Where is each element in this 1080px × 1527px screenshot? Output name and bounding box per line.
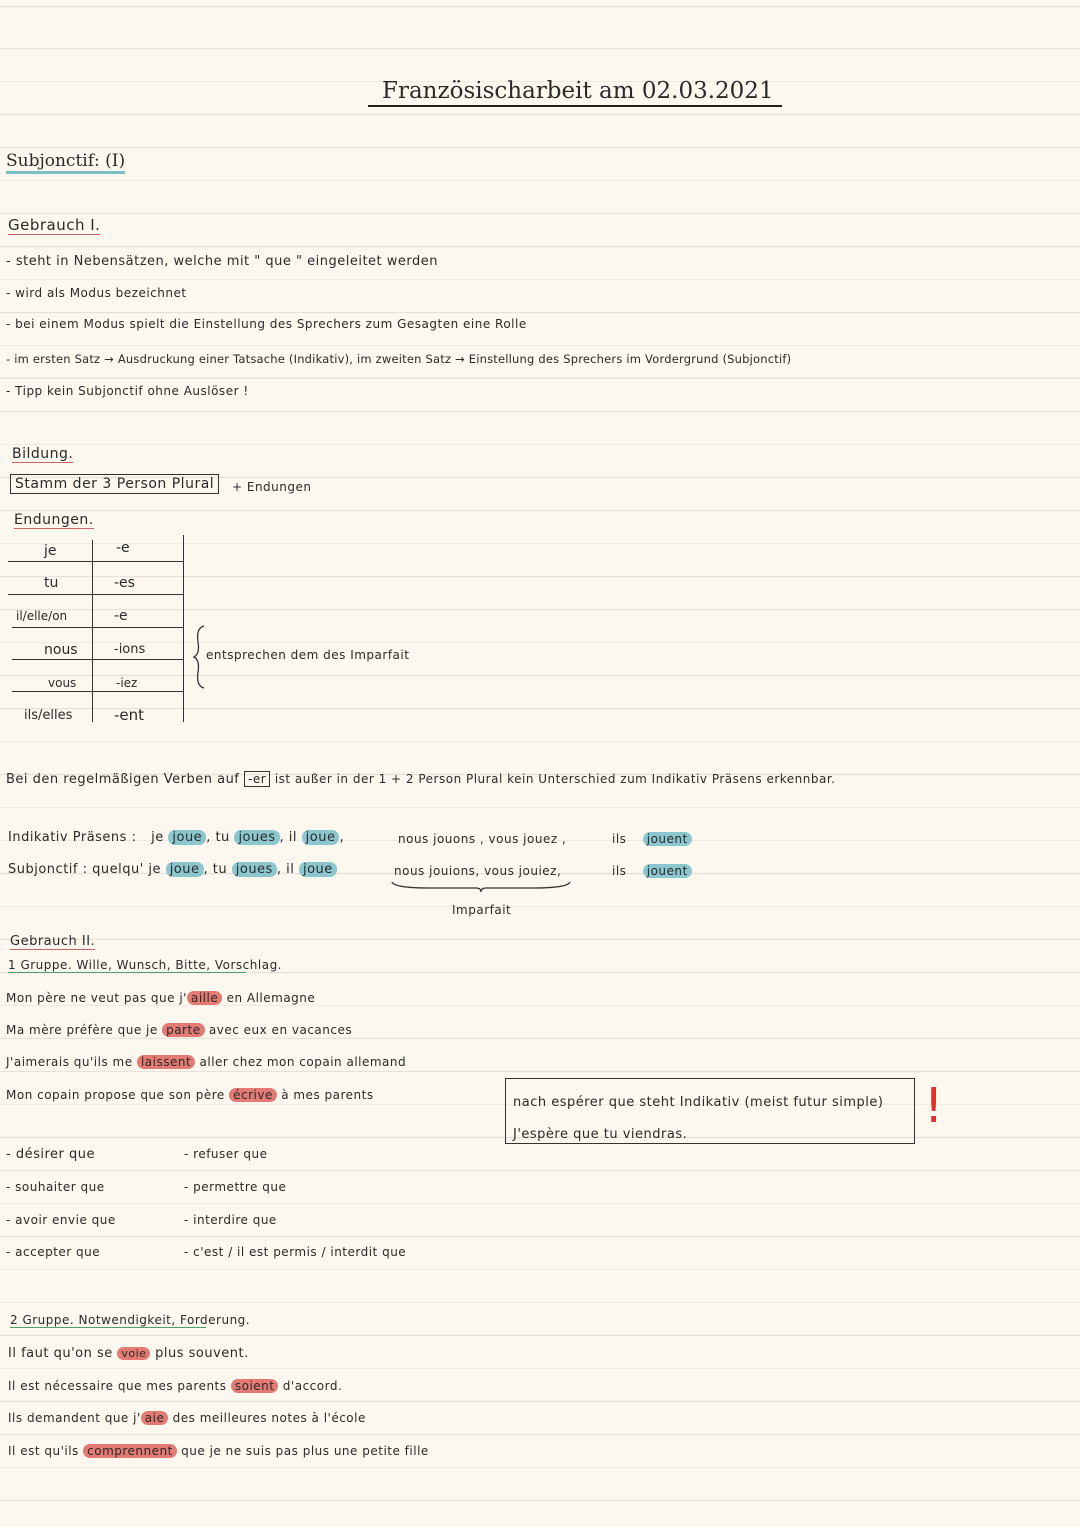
table-pronoun: vous bbox=[48, 676, 77, 690]
note-box bbox=[505, 1078, 915, 1144]
gebrauch1-line: - Tipp kein Subjonctif ohne Auslöser ! bbox=[6, 384, 249, 398]
highlight-verb: aie bbox=[141, 1411, 169, 1425]
gebrauch2-heading: Gebrauch II. bbox=[10, 934, 96, 949]
indikativ-row: Indikativ Präsens : je joue , tu joues , il joue , bbox=[8, 830, 345, 845]
verb-item: - interdire que bbox=[184, 1213, 277, 1227]
highlight-verb: laissent bbox=[137, 1055, 195, 1069]
highlight-verb: joue bbox=[168, 830, 206, 845]
gebrauch1-line: - steht in Nebensätzen, welche mit " que " eingeleitet werden bbox=[6, 254, 439, 269]
highlight-verb: jouent bbox=[643, 832, 692, 846]
verb-item: - permettre que bbox=[184, 1180, 287, 1194]
example-line: Mon copain propose que son père écrive à mes parents bbox=[6, 1088, 374, 1102]
highlight-verb: joue bbox=[302, 830, 340, 845]
endungen-plus: + Endungen bbox=[232, 480, 312, 494]
highlight-verb: joues bbox=[232, 862, 277, 877]
highlight-verb: joues bbox=[234, 830, 279, 845]
table-pronoun: tu bbox=[44, 575, 59, 591]
subjonctif-row: Subjonctif : quelqu' je joue , tu joues , il joue bbox=[8, 862, 337, 877]
verb-item: - avoir envie que bbox=[6, 1213, 116, 1227]
highlight-verb: voie bbox=[117, 1347, 150, 1360]
example-line: Il est nécessaire que mes parents soient d'accord. bbox=[8, 1379, 343, 1393]
verb-item: - refuser que bbox=[184, 1147, 268, 1161]
highlight-verb: écrive bbox=[229, 1088, 277, 1102]
table-ending: -e bbox=[114, 608, 128, 624]
bildung-heading: Bildung. bbox=[12, 446, 74, 462]
highlight-verb: joue bbox=[166, 862, 204, 877]
note-example: J'espère que tu viendras. bbox=[513, 1127, 688, 1142]
subjonctif-nous: nous jouions, vous jouiez, bbox=[394, 864, 562, 878]
gebrauch1-heading: Gebrauch I. bbox=[8, 216, 101, 234]
example-line: Il est qu'ils comprennent que je ne suis pas plus une petite fille bbox=[8, 1444, 429, 1458]
brace-note: entsprechen dem des Imparfait bbox=[206, 648, 410, 662]
highlight-verb: parte bbox=[162, 1023, 205, 1037]
er-box: -er bbox=[244, 771, 270, 787]
table-ending: -ions bbox=[114, 642, 146, 657]
table-pronoun: nous bbox=[44, 642, 78, 658]
highlight-verb: comprennent bbox=[83, 1444, 177, 1458]
gebrauch1-line: - im ersten Satz → Ausdruckung einer Tatsache (Indikativ), im zweiten Satz → Einstellung des Sprechers im Vordergrund (Subjonctif) bbox=[6, 352, 792, 366]
table-ending: -ent bbox=[114, 706, 145, 724]
verb-item: - désirer que bbox=[6, 1147, 95, 1162]
indikativ-nous: nous jouons , vous jouez , bbox=[398, 832, 567, 846]
note-line: nach espérer que steht Indikativ (meist futur simple) bbox=[513, 1095, 884, 1110]
section-subtitle: Subjonctif: (I) bbox=[6, 151, 125, 174]
example-line: Mon père ne veut pas que j' aille en Allemagne bbox=[6, 991, 316, 1005]
gebrauch1-line: - bei einem Modus spielt die Einstellung des Sprechers zum Gesagten eine Rolle bbox=[6, 317, 527, 331]
verb-item: - souhaiter que bbox=[6, 1180, 105, 1194]
example-line: J'aimerais qu'ils me laissent aller chez mon copain allemand bbox=[6, 1055, 407, 1069]
regel-line: Bei den regelmäßigen Verben auf -er ist außer in der 1 + 2 Person Plural kein Unterschied zum Indikativ Präsens erkennbar. bbox=[6, 772, 836, 787]
verb-item: - accepter que bbox=[6, 1245, 101, 1259]
table-pronoun: il/elle/on bbox=[16, 609, 68, 623]
example-line: Il faut qu'on se voie plus souvent. bbox=[8, 1346, 249, 1361]
stamm-box: Stamm der 3 Person Plural bbox=[10, 474, 219, 494]
imparfait-label: Imparfait bbox=[452, 903, 512, 917]
gebrauch1-line: - wird als Modus bezeichnet bbox=[6, 286, 187, 300]
example-line: Ma mère préfère que je parte avec eux en vacances bbox=[6, 1023, 353, 1037]
highlight-verb: jouent bbox=[643, 864, 692, 878]
highlight-verb: soient bbox=[231, 1379, 279, 1393]
table-pronoun: ils/elles bbox=[24, 708, 73, 723]
highlight-verb: joue bbox=[299, 862, 337, 877]
example-line: Ils demandent que j' aie des meilleures notes à l'école bbox=[8, 1411, 366, 1425]
gruppe2-heading: 2 Gruppe. Notwendigkeit, Forderung. bbox=[10, 1313, 251, 1327]
endungen-heading: Endungen. bbox=[14, 512, 94, 528]
brace-icon bbox=[192, 624, 206, 690]
gruppe1-heading: 1 Gruppe. Wille, Wunsch, Bitte, Vorschlag. bbox=[8, 958, 282, 972]
table-ending: -iez bbox=[116, 676, 138, 690]
table-pronoun: je bbox=[44, 543, 57, 559]
page-title: Französischarbeit am 02.03.2021 bbox=[368, 78, 782, 107]
highlight-verb: aille bbox=[187, 991, 222, 1005]
subjonctif-ils: ils jouent bbox=[612, 864, 692, 878]
exclamation-mark: ! bbox=[924, 1078, 944, 1134]
table-ending: -e bbox=[116, 540, 130, 556]
table-ending: -es bbox=[114, 575, 135, 591]
indikativ-ils: ils jouent bbox=[612, 832, 692, 846]
underbrace-icon bbox=[390, 880, 572, 894]
verb-item: - c'est / il est permis / interdit que bbox=[184, 1245, 407, 1259]
